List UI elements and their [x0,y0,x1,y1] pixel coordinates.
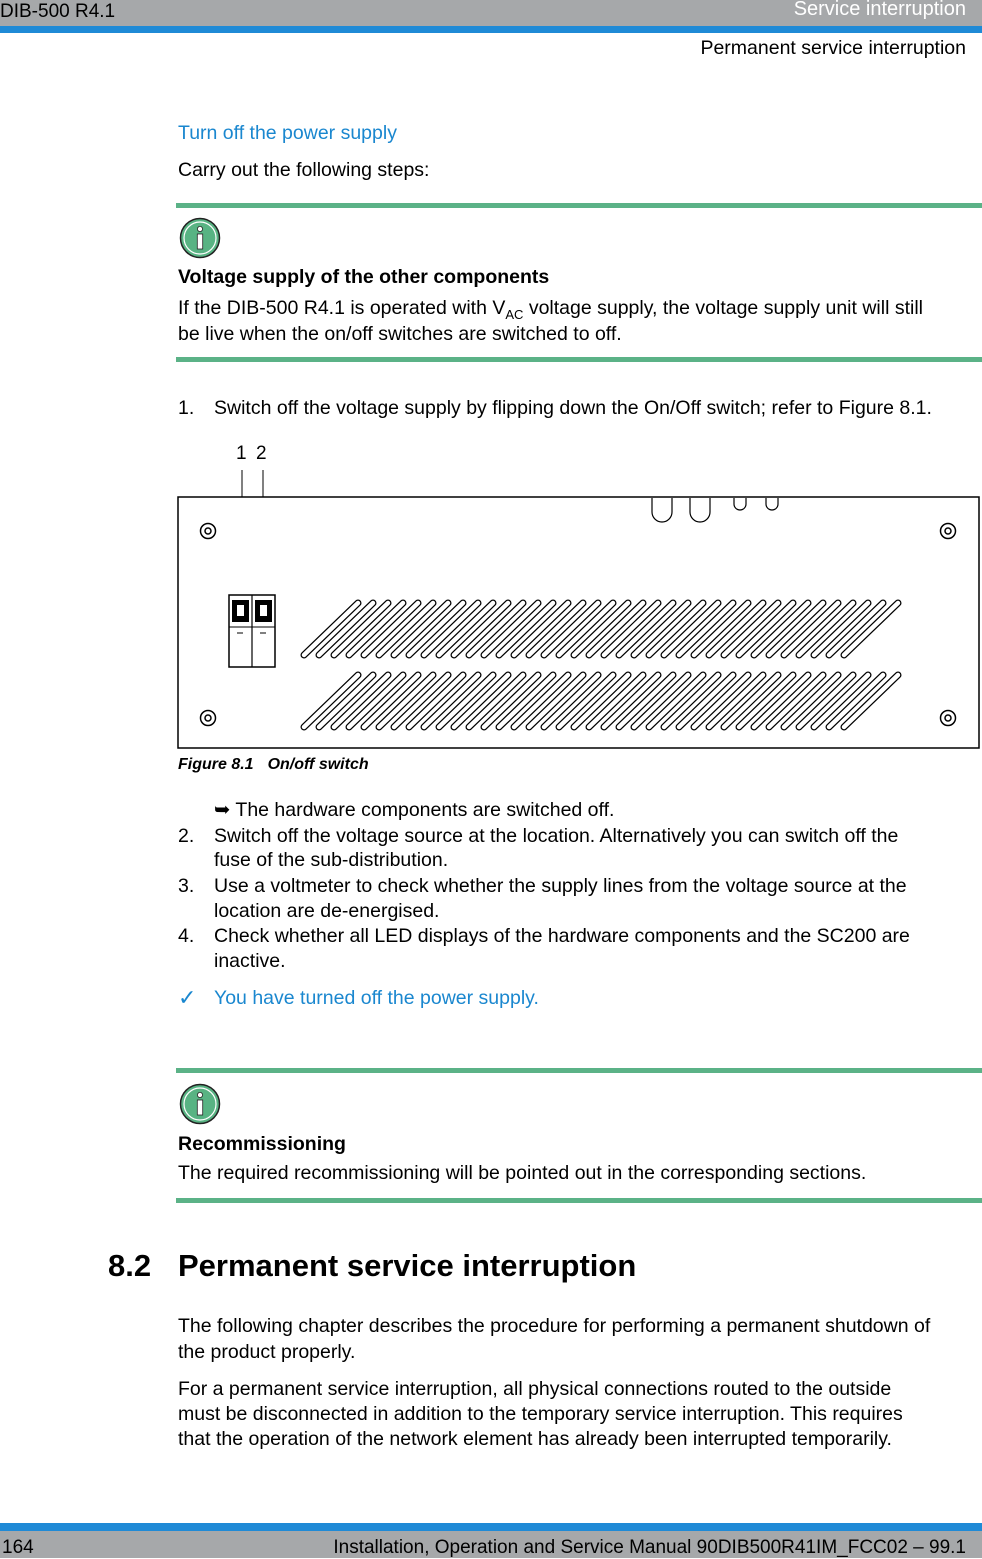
step1-text: Switch off the voltage supply by flipping down the On/Off switch; refer to Figure 8.1. [214,397,932,419]
note1-title: Voltage supply of the other components [178,266,550,288]
section-para2-line2: must be disconnected in addition to the temporary service interruption. This requires [178,1403,903,1425]
header-section: Permanent service interruption [700,37,966,59]
step1-number: 1. [178,397,195,419]
section-para2-line3: that the operation of the network element has already been interrupted temporarily. [178,1428,892,1450]
note2-text: The required recommissioning will be pointed out in the corresponding sections. [178,1162,867,1184]
procedure-result: You have turned off the power supply. [214,987,539,1009]
header-doc-name: DIB-500 R4.1 [0,1,116,22]
info-icon [179,217,221,259]
section-heading: 8.2 Permanent service interruption [108,1248,637,1283]
note1-line1: If the DIB-500 R4.1 is operated with $V_{AC}$ voltage supply, the voltage supply unit will still [178,297,924,322]
page-number: 164 [2,1537,34,1558]
step4-line1: Check whether all LED displays of the hardware components and the SC200 are [214,925,910,947]
callout-1: 1 [236,443,247,464]
step1-result: ➥ The hardware components are switched off. [214,799,615,821]
checkmark-icon: ✓ [178,985,197,1010]
section-para1-line2: the product properly. [178,1341,356,1363]
onoff-switches [229,595,275,667]
footer-accent-bar [0,1523,982,1531]
info-icon [179,1083,221,1125]
procedure-intro: Carry out the following steps: [178,159,430,181]
figure-onoff-switch [176,440,982,755]
step4-number: 4. [178,925,195,947]
note2-bottom-rule [176,1198,982,1203]
note2-title: Recommissioning [178,1133,346,1155]
section-para1-line1: The following chapter describes the procedure for performing a permanent shutdown of [178,1315,931,1337]
footer-manual-id: Installation, Operation and Service Manual 90DIB500R41IM_FCC02 – 99.1 [333,1537,966,1558]
step2-line1: Switch off the voltage source at the location. Alternatively you can switch off the [214,825,899,847]
figure-caption: Figure 8.1 On/off switch [178,756,369,773]
step4-line2: inactive. [214,950,286,972]
header-accent-bar [0,26,982,33]
note1-top-rule [176,203,982,208]
note1-bottom-rule [176,357,982,362]
note1-line2: be live when the on/off switches are switched to off. [178,323,622,345]
step3-number: 3. [178,875,195,897]
step2-number: 2. [178,825,195,847]
step2-line2: fuse of the sub-distribution. [214,849,449,871]
section-para2-line1: For a permanent service interruption, all physical connections routed to the outside [178,1378,892,1400]
procedure-title: Turn off the power supply [178,122,397,144]
callout-2: 2 [256,443,267,464]
step3-line2: location are de-energised. [214,900,440,922]
step3-line1: Use a voltmeter to check whether the supply lines from the voltage source at the [214,875,907,897]
note2-top-rule [176,1068,982,1073]
header-chapter: Service interruption [793,0,966,20]
